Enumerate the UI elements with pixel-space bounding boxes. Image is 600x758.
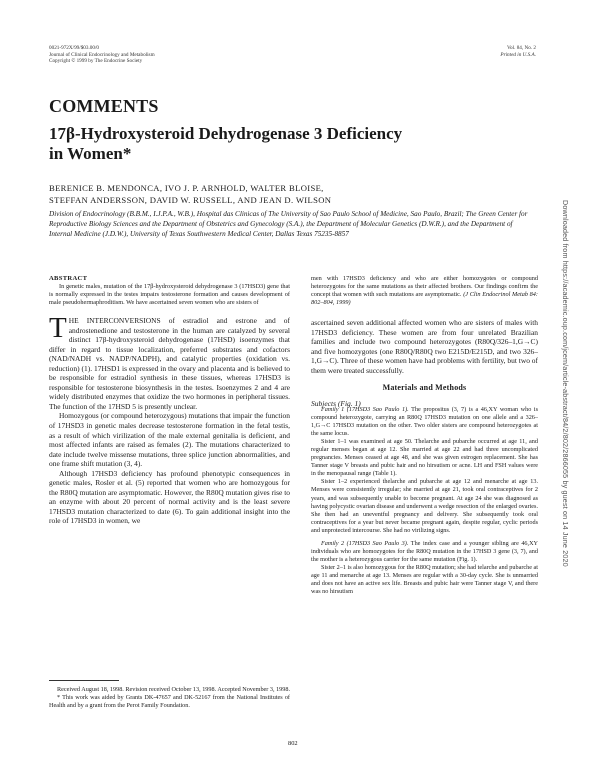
methods-heading: Materials and Methods (382, 383, 467, 393)
sister-1-1-paragraph: Sister 1–1 was examined at age 50. Thelarche and pubarche occurred at age 11, and regular menses began at age 12. She married at age 22 and had three uncomplicated pregnancies. Menses ceased at age 48, and she was given estrogen replacement. She has Tanner stage V breasts and pubic hair and no hirsutism or acne. LH and FSH values were in the menopausal range (Table 1). (311, 438, 538, 478)
title-line-2: in Women* (49, 144, 132, 163)
authors-line-1: BERENICE B. MENDONCA, IVO J. P. ARNHOLD, WALTER BLOISE, (49, 183, 324, 193)
authors-line-2: STEFFAN ANDERSSON, DAVID W. RUSSELL, AND JEAN D. WILSON (49, 195, 332, 205)
abstract-text-right: men with 17HSD3 deficiency and who are either homozygotes or compound heterozygotes for the same mutations as their affected brothers. Our findings confirm the concept that women with such mutations are asymptomatic. (311, 275, 538, 299)
abstract-left-column (49, 275, 290, 307)
journal-header-left (49, 45, 155, 65)
intro-paragraph-2: Homozygous (or compound heterozygous) mutations that impair the function of 17HSD3 in genetic males decrease testosterone formation in the fetal testis, as a result of which virilization of the male external genitalia is deficient, and most affected infants are raised as females (2). The mutations characterized to date include twelve missense mutations, three splice junction abnormalities, and one frame shift mutation (3, 4). (49, 411, 290, 469)
abstract-text-left: In genetic males, mutation of the 17β-hydroxysteroid dehydrogenase 3 (17HSD3) gene that is normally expressed in the testes impairs testosterone formation and causes development of male pseudohermaphroditism. We have ascertained seven women who are sisters of (49, 283, 290, 307)
body-right-column (311, 318, 538, 413)
body-left-column (49, 312, 290, 526)
received-footnote: Received August 18, 1998. Revision received October 13, 1998. Accepted November 3, 1998. (57, 686, 291, 693)
family-2-label: Family 2 (17HSD3 Sao Paulo 3). (321, 539, 409, 547)
family-2-paragraph (311, 540, 538, 564)
author-list (49, 182, 529, 206)
printed-in-line: Printed in U.S.A. (500, 51, 536, 58)
abstract-citation: (J Clin Endocrinol Metab 84: 802–804, 1999) (311, 291, 539, 307)
journal-header-right (500, 45, 536, 58)
download-notice: Downloaded from https://academic.oup.com/jcem/article-abstract/84/2/802/2866055 by guest on 14 June 2020 (561, 200, 570, 567)
title-line-1: 17β-Hydroxysteroid Dehydrogenase 3 Deficiency (49, 124, 403, 143)
intro-paragraph-1-text: HE INTERCONVERSIONS of estradiol and estrone and of androstenedione and testosterone in the human are catalyzed by several distinct 17β-hydroxysteroid dehydrogenase (17HSD) isoenzymes that differ in regard to tissue localization, preferred substrates and cofactors (NAD/NADH vs. NADP/NADPH), and catalytic properties (oxidation vs. reduction) (1). 17HSD1 is expressed in the ovary and placenta and is believed to be responsible for estradiol synthesis in these tissues, whereas 17HSD3 is responsible for testosterone biosynthesis in the testes. Isoenzymes 2 and 4 are widely distributed enzymes that oxidize the two hormones in peripheral tissues. The function of the 17HSD 5 is presently unclear. (49, 316, 290, 411)
page-number: 802 (288, 740, 298, 747)
footnote-divider (49, 680, 119, 681)
funding-footnote: * This work was aided by Grants DK-47657 and DK-52167 from the National Institutes of Health and by a grant from the Perot Family Foundation. (49, 694, 290, 710)
footnotes (49, 686, 290, 710)
family-1-label: Family 1 (17HSD3 Sao Paulo 1). (321, 406, 409, 413)
subjects-heading: Subjects (Fig. 1) (311, 398, 361, 408)
family-1-paragraph (311, 406, 538, 438)
intro-paragraph-3: Although 17HSD3 deficiency has profound phenotypic consequences in genetic males, Rosler et al. (5) reported that women who are homozygous for the R80Q mutation are asymptomatic. However, the R80Q mutation gives rise to an enzyme with about 20 percent of normal activity and is the least severe 17HSD3 mutation characterized to date (6). To gain additional insight into the role of 17HSD3 in women, we (49, 468, 290, 526)
family-1-text: The propositus (3, 7) is a 46,XY woman who is compound heterozygote, carrying an R80Q 17HSD3 mutation on one allele and a 326–1,G→C 17HSD3 mutation on the other. Two older sisters are compound heterozygotes at the same locus. (311, 406, 539, 438)
volume-line: Vol. 84, No. 2 (506, 45, 536, 51)
download-sidebar (561, 200, 573, 630)
sister-2-1-paragraph: Sister 2–1 is also homozygous for the R80Q mutation; she had telarche and pubarche at age 11 and menarche at age 13. Menses are regular with a 30-day cycle. She is unmarried and does not have an active sex life. Breasts and pubic hair were Tanner stage V, and there was no hirsutism (311, 563, 538, 596)
affiliations: Division of Endocrinology (B.B.M., I.J.P.A., W.B.), Hospital das Clinicas of The University of Sao Paulo School of Medicine, Sao Paulo, Brazil; The Green Center for Reproductive Biology Sciences and the Department of Obstetrics and Gynecology (S.A.), the Department of Molecular Genetics (D.W.R.), and the Department of Internal Medicine (J.D.W.), University of Texas Southwestern Medical Center, Dallas Texas 75235-8857 (49, 210, 528, 238)
article-title (49, 124, 519, 164)
intro-paragraph-continued: ascertained seven additional affected women who are sisters of males with 17HSD3 deficiency. These women are from four unrelated Brazilian families and include two compound heterozygotes (R80Q/326–1,G→C) and five homozygotes (one R80Q/R80Q two E215D/E215D, and two 326–1,G→C). Three of these women have had problems with fertility, but two of them were treated successfully. (311, 318, 538, 375)
sister-1-2-paragraph: Sister 1–2 experienced thelarche and pubarche at age 12 and menarche at age 13. Menses were consistently irregular; she married at age 21, took oral contraceptives for 2 years, and was subsequently unable to become pregnant. At age 24 she was diagnosed as having polycystic ovarian disease and underwent a wedge resection of the enlarged ovaries. She then had an uneventful pregnancy and delivery. She subsequently took oral contraceptives for a year but never became pregnant again, despite regular, cyclic periods and unprotected intercourse. She had no virilizing signs. (311, 478, 538, 534)
copyright-line: Copyright © 1999 by The Endocrine Society (49, 58, 143, 65)
family-2-text: The index case and a younger sibling are 46,XY individuals who are homozygotes for the R80Q mutation in the 17HSD 3 gene (3, 7), and the mother is a heterozygous carrier for the same mutation (Fig. 1). (311, 539, 539, 563)
subjects-text (311, 406, 538, 596)
abstract-heading: ABSTRACT (49, 275, 88, 282)
drop-cap: T (49, 312, 67, 344)
section-label: COMMENTS (49, 96, 159, 116)
journal-name-line: Journal of Clinical Endocrinology and Metabolism (49, 51, 155, 58)
intro-paragraph-1 (49, 312, 290, 411)
abstract-right-column (311, 275, 538, 307)
issn-line: 0021-972X/99/$03.00/0 (49, 45, 100, 51)
